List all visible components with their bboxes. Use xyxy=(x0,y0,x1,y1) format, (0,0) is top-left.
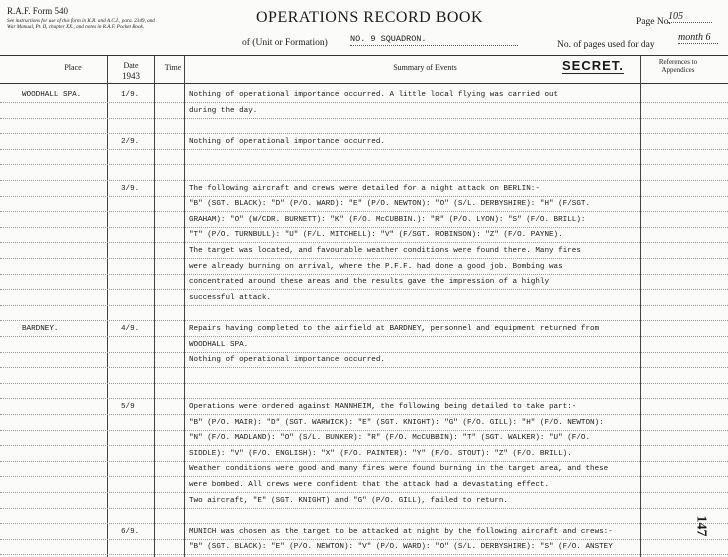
table-top-border xyxy=(0,55,728,56)
ruled-line xyxy=(0,539,728,540)
ruled-line xyxy=(0,102,728,103)
ruled-line xyxy=(0,492,728,493)
ruled-line xyxy=(0,383,728,384)
entry-summary-line: Repairs having completed to the airfield at BARDNEY, personnel and equipment returned from xyxy=(189,325,600,333)
ruled-line xyxy=(0,554,728,555)
ruled-line xyxy=(0,149,728,150)
entry-summary-line: "N" (F/O. MADLAND): "O" (S/L. BUNKER): "R" (F/O. McCUBBIN): "T" (SGT. WALKER): "U" (F/O. xyxy=(189,434,591,442)
column-divider-time xyxy=(184,56,185,557)
entry-date: 5/9 xyxy=(121,403,135,411)
entry-summary-line: MUNICH was chosen as the target to be attacked at night by the following aircraft and crews:- xyxy=(189,528,613,536)
ruled-line xyxy=(0,196,728,197)
ruled-line xyxy=(0,133,728,134)
ruled-line xyxy=(0,523,728,524)
ruled-line xyxy=(0,414,728,415)
column-header-place: Place xyxy=(64,63,82,72)
entry-place: BARDNEY. xyxy=(22,325,59,333)
entry-summary-line: during the day. xyxy=(189,107,258,115)
entry-date: 3/9. xyxy=(121,185,140,193)
ruled-line xyxy=(0,461,728,462)
entry-date: 1/9. xyxy=(121,91,140,99)
ruled-line xyxy=(0,258,728,259)
column-header-summary: Summary of Events xyxy=(393,63,457,72)
page-number-value: 105 xyxy=(668,11,712,23)
entry-summary-line: SIDDLE): "V" (F/O. ENGLISH): "X" (F/O. PAINTER): "Y" (F/O. STOUT): "Z" (F/O. BRILL). xyxy=(189,450,572,458)
column-header-references: References to Appendices xyxy=(658,58,698,74)
ruled-line xyxy=(0,211,728,212)
pages-used-label: No. of pages used for day xyxy=(557,40,655,50)
entry-summary-line: concentrated around these areas and the results gave the impression of a highly xyxy=(189,278,550,286)
unit-value: NO. 9 SQUADRON. xyxy=(350,34,518,46)
entry-summary-line: "B" (SGT. BLACK): "E" (P/O. NEWTON): "V" (P/O. WARD): "O" (S/L. DERBYSHIRE): "S" (F/O. ANSTEY xyxy=(189,543,613,551)
entry-summary-line: Nothing of operational importance occurred. xyxy=(189,138,385,146)
ruled-line xyxy=(0,242,728,243)
ruled-line xyxy=(0,430,728,431)
entry-summary-line: Weather conditions were good and many fires were found burning in the target area, and these xyxy=(189,465,609,473)
entry-summary-line: Operations were ordered against MANNHEIM, the following being detailed to take part:- xyxy=(189,403,577,411)
page-title: OPERATIONS RECORD BOOK xyxy=(256,9,484,26)
entry-summary-line: The target was located, and favourable weather conditions were found there. Many fires xyxy=(189,247,581,255)
pages-used-value: month 6 xyxy=(678,32,718,44)
ruled-line xyxy=(0,289,728,290)
column-divider-summary xyxy=(640,56,641,557)
entry-summary-line: "B" (P/O. MAIR): "D" (SGT. WARWICK): "E" (SGT. KNIGHT): "G" (F/O. GILL): "H" (F/O. NEWTON): xyxy=(189,419,604,427)
ruled-line xyxy=(0,352,728,353)
secret-stamp: SECRET. xyxy=(562,58,624,73)
column-divider-place xyxy=(107,56,108,557)
ruled-line xyxy=(0,476,728,477)
entry-place: WOODHALL SPA. xyxy=(22,91,82,99)
entry-summary-line: were already burning on arrival, where the P.F.F. had done a good job. Bombing was xyxy=(189,263,563,271)
form-label: R.A.F. Form 540 xyxy=(7,6,69,16)
entry-summary-line: Two aircraft, "E" (SGT. KNIGHT) and "G" (P/O. GILL), failed to return. xyxy=(189,497,508,505)
form-instructions: See instructions for use of this form in K.R. and A.C.I., para. 2349, and War Manual, Pt. II, chapter XX., and notes in R.A.F. Pocket Book. xyxy=(7,18,155,31)
entry-summary-line: The following aircraft and crews were detailed for a night attack on BERLIN:- xyxy=(189,185,540,193)
ruled-line xyxy=(0,305,728,306)
entry-date: 6/9. xyxy=(121,528,140,536)
ruled-line xyxy=(0,118,728,119)
page-number-label: Page No. xyxy=(636,17,671,27)
ruled-line xyxy=(0,445,728,446)
entry-summary-line: "T" (P/O. TURNBULL): "U" (F/L. MITCHELL): "V" (F/SGT. ROBINSON): "Z" (F/O. PAYNE). xyxy=(189,231,563,239)
column-header-date: Date xyxy=(123,61,139,70)
ruled-line xyxy=(0,180,728,181)
ruled-line xyxy=(0,398,728,399)
column-header-year: 1943 xyxy=(122,71,140,81)
entry-summary-line: Nothing of operational importance occurred. A little local flying was carried out xyxy=(189,91,559,99)
entry-summary-line: successful attack. xyxy=(189,294,272,302)
column-header-time: Time xyxy=(164,63,182,72)
ruled-line xyxy=(0,508,728,509)
entry-date: 2/9. xyxy=(121,138,140,146)
ruled-line xyxy=(0,274,728,275)
ruled-line xyxy=(0,320,728,321)
entry-summary-line: Nothing of operational importance occurred. xyxy=(189,356,385,364)
entry-summary-line: WOODHALL SPA. xyxy=(189,341,249,349)
ruled-line xyxy=(0,367,728,368)
ruled-line xyxy=(0,164,728,165)
entry-summary-line: "B" (SGT. BLACK): "D" (P/O. WARD): "E" (P/O. NEWTON): "O" (S/L. DERBYSHIRE): "H" (F/SGT. xyxy=(189,200,591,208)
entry-date: 4/9. xyxy=(121,325,140,333)
ruled-line xyxy=(0,227,728,228)
unit-label: of (Unit or Formation) xyxy=(242,38,328,48)
header-bottom-border xyxy=(0,83,728,84)
entry-summary-line: GRAHAM): "O" (W/CDR. BURNETT): "K" (F/O. McCUBBIN.): "R" (P/O. LYON): "S" (F/O. BRILL): xyxy=(189,216,586,224)
entry-summary-line: were bombed. All crews were confident that the attack had a devastating effect. xyxy=(189,481,550,489)
column-divider-date xyxy=(154,56,155,557)
ruled-line xyxy=(0,336,728,337)
side-page-number: 147 xyxy=(693,515,709,537)
